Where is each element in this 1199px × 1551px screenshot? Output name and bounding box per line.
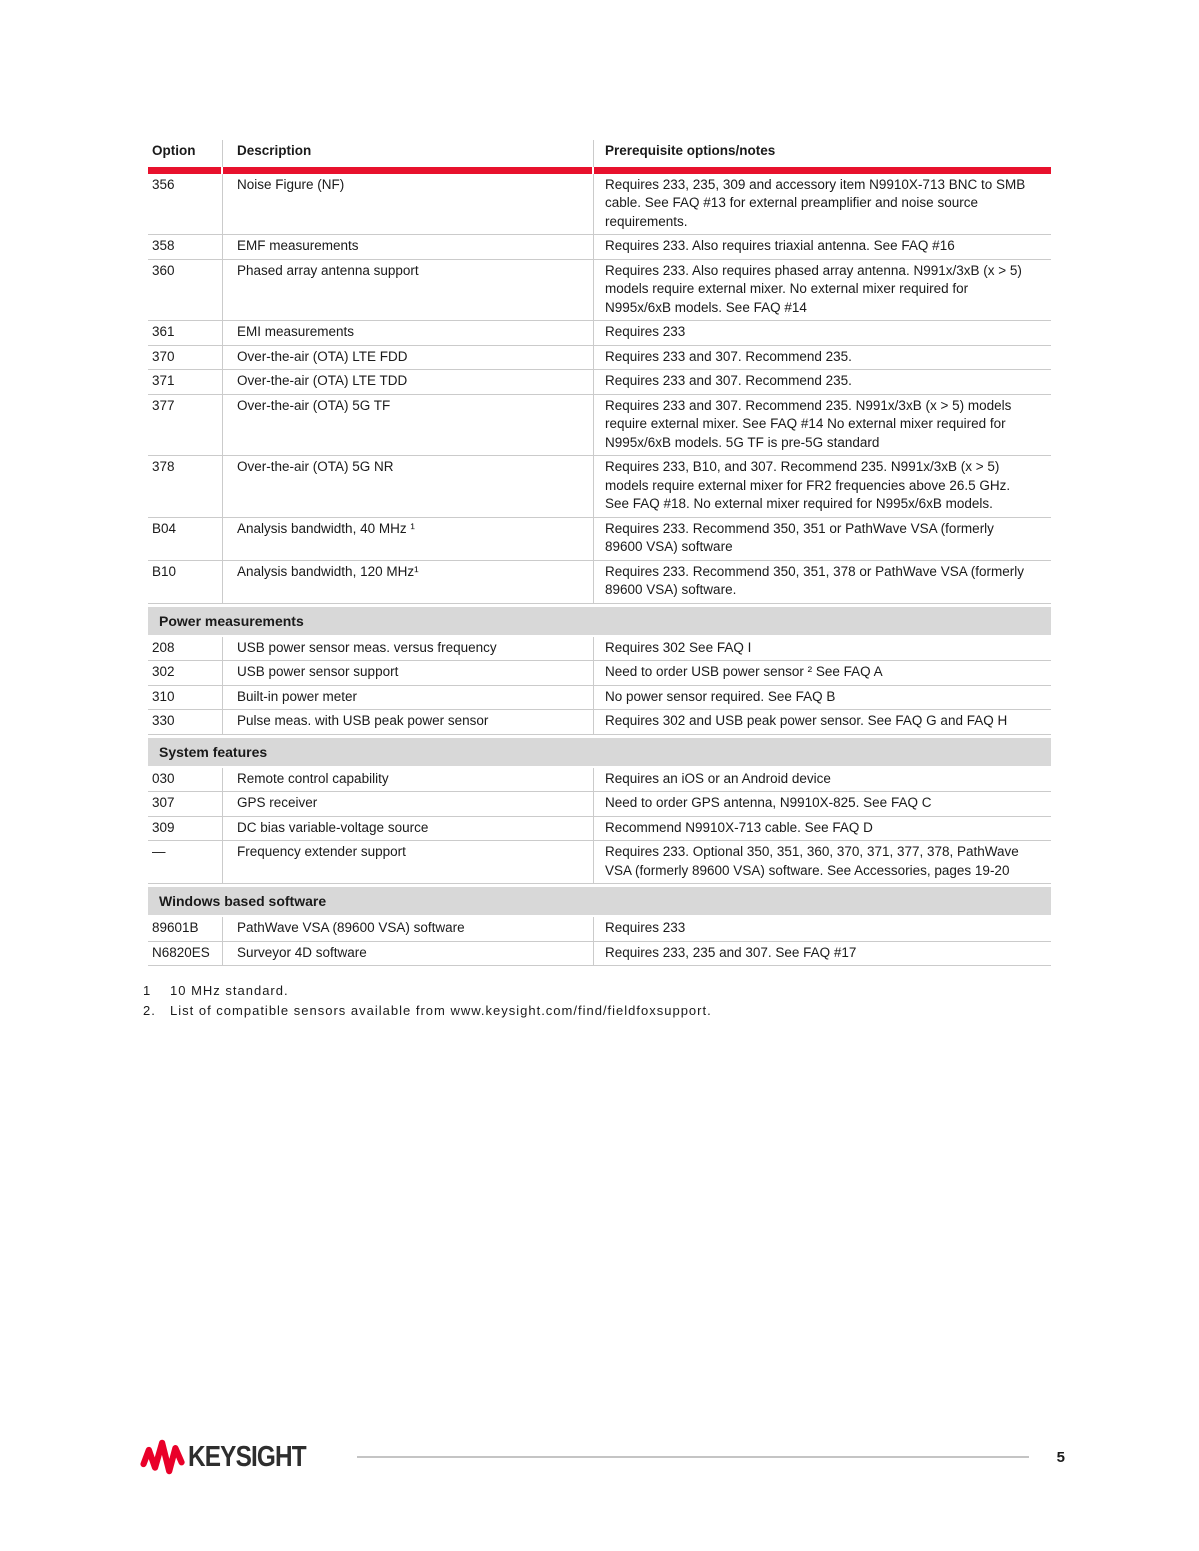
notes-cell: Requires 233 and 307. Recommend 235.: [593, 346, 1051, 370]
option-cell: 330: [152, 713, 175, 728]
option-cell: 310: [152, 688, 175, 704]
notes-cell: Requires 233. Recommend 350, 351 or PathWave VSA (formerly 89600 VSA) software: [593, 518, 1051, 560]
description-cell: Pulse meas. with USB peak power sensor: [222, 710, 593, 734]
description-cell: DC bias variable-voltage source: [222, 817, 593, 841]
description-cell: Frequency extender support: [222, 841, 593, 883]
option-cell: B04: [152, 520, 177, 536]
options-table: [148, 140, 1051, 966]
table-row: [148, 395, 1051, 457]
option-cell: 309: [152, 819, 175, 835]
footer-rule: [357, 1456, 1029, 1458]
page-number: 5: [1056, 1448, 1065, 1466]
table-row: [148, 917, 1051, 942]
table-row: [148, 841, 1051, 884]
table-row: [148, 370, 1051, 395]
column-header-prerequisites: Prerequisite options/notes: [593, 140, 1051, 167]
notes-cell: Requires 233 and 307. Recommend 235.: [593, 370, 1051, 394]
description-cell: Built-in power meter: [222, 686, 593, 710]
keysight-logo: [140, 1435, 313, 1479]
option-cell: —: [152, 844, 166, 859]
column-header-description: Description: [222, 140, 593, 167]
page-footer: [140, 1433, 1065, 1481]
notes-cell: Requires 233, 235, 309 and accessory item N9910X-713 BNC to SMB cable. See FAQ #13 for external preamplifier and noise source requirements.: [593, 174, 1051, 235]
description-cell: GPS receiver: [222, 792, 593, 816]
table-row: [148, 174, 1051, 236]
footnote-marker: 1: [143, 983, 152, 998]
notes-cell: Requires 233, B10, and 307. Recommend 235. N991x/3xB (x > 5) models require external mixer for FR2 frequencies above 26.5 GHz. See FAQ #18. No external mixer required for N995x/6xB models.: [593, 456, 1051, 517]
description-cell: USB power sensor meas. versus frequency: [222, 637, 593, 661]
table-row: [148, 661, 1051, 686]
header-accent-bar: [148, 167, 1051, 174]
column-header-option: Option: [152, 143, 196, 158]
footnotes: [143, 981, 1051, 1021]
option-cell: 377: [152, 397, 175, 413]
description-cell: Analysis bandwidth, 120 MHz¹: [222, 561, 593, 603]
table-row: [148, 710, 1051, 735]
notes-cell: Requires 302 and USB peak power sensor. See FAQ G and FAQ H: [593, 710, 1051, 734]
table-row: [148, 321, 1051, 346]
option-cell: 356: [152, 176, 175, 192]
notes-cell: Requires 233. Optional 350, 351, 360, 370, 371, 377, 378, PathWave VSA (formerly 89600 VSA) software. See Accessories, pages 19-20: [593, 841, 1051, 883]
description-cell: Remote control capability: [222, 768, 593, 792]
description-cell: EMI measurements: [222, 321, 593, 345]
notes-cell: Recommend N9910X-713 cable. See FAQ D: [593, 817, 1051, 841]
accent-bar-segment: [223, 167, 592, 174]
section-header: Power measurements: [148, 607, 1051, 635]
footnote-marker: 2.: [143, 1003, 156, 1018]
option-cell: 370: [152, 348, 175, 364]
description-cell: Noise Figure (NF): [222, 174, 593, 235]
table-row: [148, 346, 1051, 371]
table-row: [148, 792, 1051, 817]
table-row: [148, 768, 1051, 793]
option-cell: 208: [152, 639, 175, 655]
table-row: [148, 456, 1051, 518]
table-row: [148, 235, 1051, 260]
option-cell: 302: [152, 664, 175, 679]
footnote-text: List of compatible sensors available from www.keysight.com/find/fieldfoxsupport.: [170, 1003, 712, 1018]
notes-cell: Requires 233. Recommend 350, 351, 378 or PathWave VSA (formerly 89600 VSA) software.: [593, 561, 1051, 603]
option-cell: N6820ES: [152, 944, 210, 960]
notes-cell: Requires 233, 235 and 307. See FAQ #17: [593, 942, 1051, 966]
option-cell: 371: [152, 373, 175, 388]
description-cell: PathWave VSA (89600 VSA) software: [222, 917, 593, 941]
notes-cell: Requires 233 and 307. Recommend 235. N991x/3xB (x > 5) models require external mixer. See FAQ #14 No external mixer required for N995x/6xB models. 5G TF is pre-5G standard: [593, 395, 1051, 456]
option-cell: 361: [152, 324, 175, 339]
notes-cell: Requires 233: [593, 917, 1051, 941]
description-cell: Over-the-air (OTA) LTE TDD: [222, 370, 593, 394]
notes-cell: Requires 233: [593, 321, 1051, 345]
notes-cell: No power sensor required. See FAQ B: [593, 686, 1051, 710]
keysight-wordmark: KEYSIGHT: [188, 1440, 306, 1473]
section-header: System features: [148, 738, 1051, 766]
description-cell: Phased array antenna support: [222, 260, 593, 321]
section-header: Windows based software: [148, 887, 1051, 915]
description-cell: Analysis bandwidth, 40 MHz ¹: [222, 518, 593, 560]
option-cell: B10: [152, 563, 177, 579]
description-cell: Over-the-air (OTA) LTE FDD: [222, 346, 593, 370]
description-cell: Over-the-air (OTA) 5G NR: [222, 456, 593, 517]
option-cell: 360: [152, 262, 175, 278]
table-row: [148, 817, 1051, 842]
footnote-text: 10 MHz standard.: [170, 983, 289, 998]
option-cell: 307: [152, 795, 175, 810]
option-cell: 030: [152, 770, 175, 786]
table-body: [148, 174, 1051, 967]
notes-cell: Need to order USB power sensor ² See FAQ A: [593, 661, 1051, 685]
option-cell: 378: [152, 459, 175, 474]
notes-cell: Requires an iOS or an Android device: [593, 768, 1051, 792]
document-page: [143, 140, 1051, 1021]
description-cell: USB power sensor support: [222, 661, 593, 685]
notes-cell: Requires 233. Also requires triaxial antenna. See FAQ #16: [593, 235, 1051, 259]
option-cell: 89601B: [152, 920, 199, 935]
table-header-row: [148, 140, 1051, 167]
table-row: [148, 942, 1051, 967]
accent-bar-segment: [148, 167, 221, 174]
keysight-spark-icon: [140, 1435, 186, 1479]
table-row: [148, 686, 1051, 711]
footnote: [143, 1001, 1051, 1021]
description-cell: EMF measurements: [222, 235, 593, 259]
description-cell: Over-the-air (OTA) 5G TF: [222, 395, 593, 456]
table-row: [148, 561, 1051, 604]
table-row: [148, 518, 1051, 561]
footnote: [143, 981, 1051, 1001]
notes-cell: Requires 302 See FAQ I: [593, 637, 1051, 661]
notes-cell: Need to order GPS antenna, N9910X-825. See FAQ C: [593, 792, 1051, 816]
table-row: [148, 637, 1051, 662]
notes-cell: Requires 233. Also requires phased array antenna. N991x/3xB (x > 5) models require external mixer. No external mixer required for N995x/6xB models. See FAQ #14: [593, 260, 1051, 321]
option-cell: 358: [152, 238, 175, 253]
description-cell: Surveyor 4D software: [222, 942, 593, 966]
table-row: [148, 260, 1051, 322]
accent-bar-segment: [594, 167, 1051, 174]
